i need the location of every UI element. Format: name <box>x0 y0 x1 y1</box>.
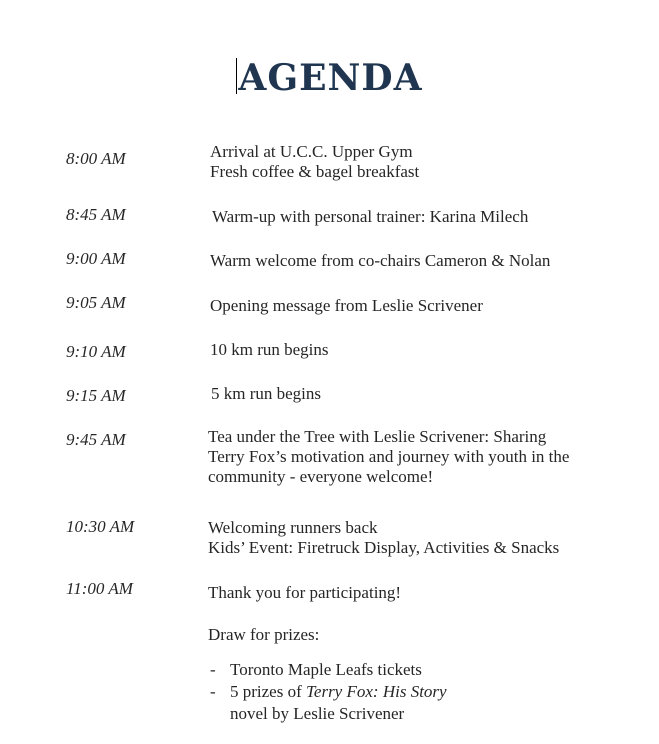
prize-text <box>230 681 447 703</box>
prize-prefix: 5 prizes of <box>230 682 307 701</box>
prize-list-item <box>210 659 422 681</box>
agenda-line: Terry Fox’s motivation and journey with youth in the <box>208 447 570 466</box>
agenda-line: Thank you for participating! <box>208 583 402 602</box>
agenda-description <box>208 518 559 558</box>
bullet-dash: - <box>210 682 216 701</box>
agenda-time: 9:15 AM <box>66 386 126 405</box>
agenda-time: 9:45 AM <box>66 430 126 449</box>
agenda-time: 8:45 AM <box>66 205 126 224</box>
agenda-time: 9:00 AM <box>66 249 126 268</box>
title-text: AGENDA <box>238 57 423 99</box>
agenda-line: Warm-up with personal trainer: Karina Milech <box>212 207 529 226</box>
agenda-line: Warm welcome from co-chairs Cameron & Nolan <box>210 251 551 270</box>
agenda-time: 11:00 AM <box>66 579 133 598</box>
agenda-line: Fresh coffee & bagel breakfast <box>210 162 420 181</box>
agenda-line: community - everyone welcome! <box>208 467 434 486</box>
book-title: Terry Fox: His Story <box>306 682 447 701</box>
prizes-heading: Draw for prizes: <box>208 625 320 644</box>
agenda-description <box>211 384 321 404</box>
bullet-dash: - <box>210 660 216 679</box>
agenda-line: Kids’ Event: Firetruck Display, Activities & Snacks <box>208 538 560 557</box>
agenda-line: Arrival at U.C.C. Upper Gym <box>210 142 413 161</box>
agenda-description <box>210 340 329 360</box>
prize-text: Toronto Maple Leafs tickets <box>230 660 422 679</box>
agenda-description <box>208 583 401 603</box>
agenda-description <box>212 207 528 227</box>
agenda-line: Welcoming runners back <box>208 518 378 537</box>
agenda-line: Opening message from Leslie Scrivener <box>210 296 483 315</box>
agenda-description <box>210 296 483 316</box>
prize-list-item <box>210 681 447 725</box>
agenda-time: 8:00 AM <box>66 149 126 168</box>
agenda-line: 5 km run begins <box>211 384 322 403</box>
agenda-time: 10:30 AM <box>66 517 135 536</box>
agenda-time: 9:05 AM <box>66 293 126 312</box>
agenda-description <box>208 427 569 487</box>
agenda-line: Tea under the Tree with Leslie Scrivener: Sharing <box>208 427 547 446</box>
agenda-time: 9:10 AM <box>66 342 126 361</box>
agenda-description <box>210 251 550 271</box>
prize-text-continuation: novel by Leslie Scrivener <box>230 704 405 723</box>
agenda-line: 10 km run begins <box>210 340 329 359</box>
agenda-description <box>210 142 419 182</box>
page-title <box>0 56 659 100</box>
